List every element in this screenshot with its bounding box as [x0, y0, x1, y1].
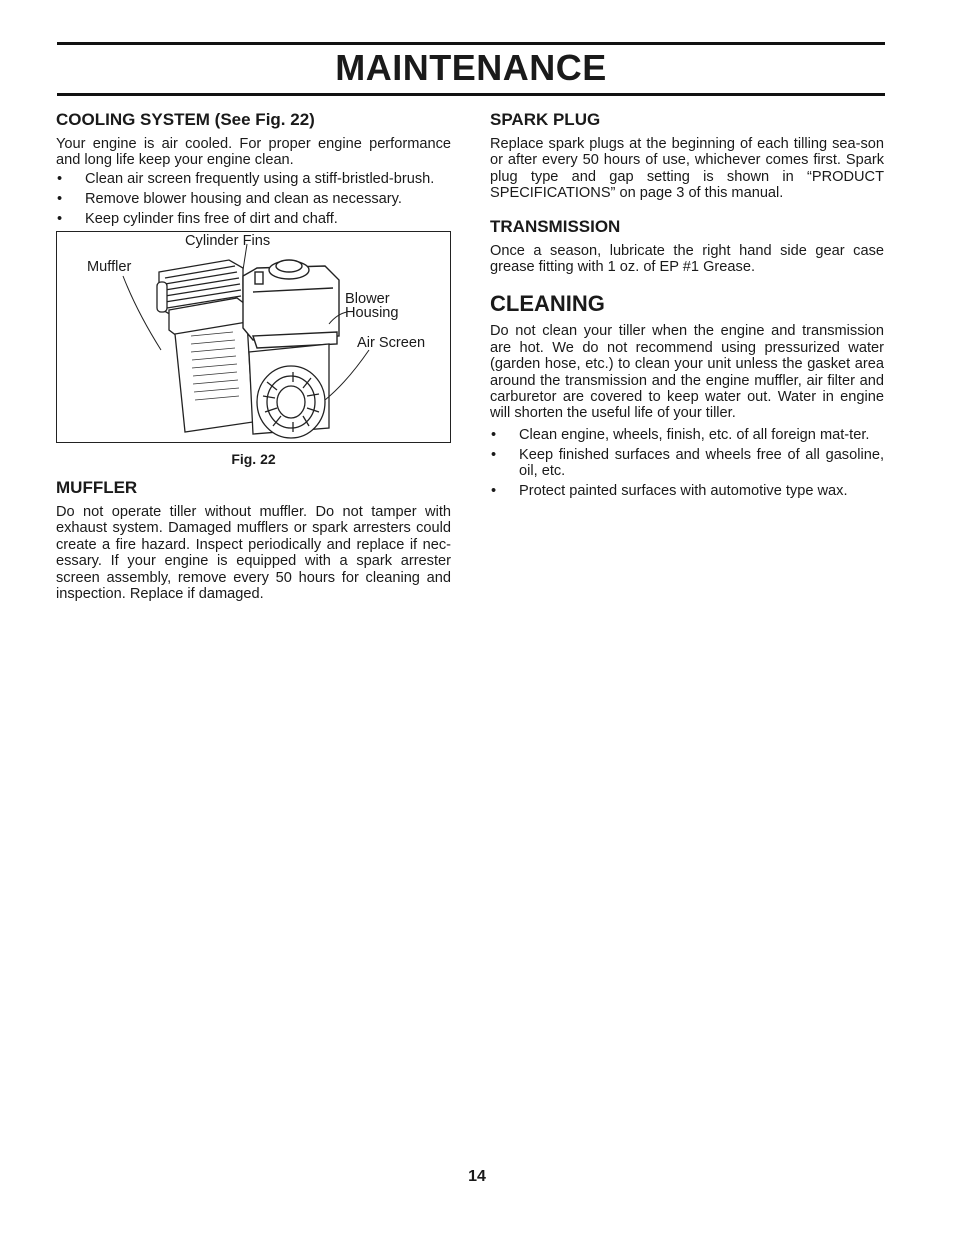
callout-air-screen: Air Screen: [357, 335, 426, 352]
left-column: [56, 109, 451, 602]
cooling-system-list: [56, 171, 451, 227]
callout-cylinder-fins: Cylinder Fins: [185, 233, 271, 250]
callout-blower-housing-line2: Housing: [345, 305, 399, 322]
cooling-system-heading: COOLING SYSTEM (See Fig. 22): [56, 110, 315, 129]
list-item: • Protect painted surfaces with automotive type wax.: [491, 483, 848, 500]
blower-housing-drawing: [243, 260, 339, 348]
spark-plug-text: Replace spark plugs at the beginning of each tilling sea-son or after every 50 hours of use, whichever comes first. Spark plug type and gap setting is shown in “PRODUCT SPECIFICATIONS” on page 3 of this manual.: [490, 136, 884, 202]
bullet-icon: •: [57, 170, 63, 187]
right-column: [490, 109, 884, 503]
callout-blower-housing-line1: Blower: [345, 291, 390, 308]
list-item: • Remove blower housing and clean as necessary.: [57, 190, 402, 207]
transmission-text: Once a season, lubricate the right hand side gear case grease fitting with 1 oz. of EP #1 Grease.: [490, 242, 884, 276]
bullet-icon: •: [57, 210, 63, 227]
list-item: • Clean engine, wheels, finish, etc. of all foreign mat-ter.: [491, 426, 870, 443]
page-title: MAINTENANCE: [335, 47, 607, 88]
cooling-system-intro: Your engine is air cooled. For proper engine performance and long life keep your engine clean.: [56, 136, 451, 169]
muffler-heading: MUFFLER: [56, 478, 138, 498]
bullet-icon: •: [491, 446, 497, 463]
cleaning-list: [490, 427, 884, 500]
cleaning-text: Do not clean your tiller when the engine and transmission are hot. We do not recommend using pressurized water (garden hose, etc.) to clean your unit unless the gasket area around the transmission and the engine muffler, air filter and carburetor are covered to keep water out. Water in engine will shorten the useful life of your tiller.: [490, 323, 884, 422]
transmission-heading: TRANSMISSION: [490, 216, 621, 236]
cleaning-heading: CLEANING: [490, 291, 605, 317]
bullet-icon: •: [491, 483, 497, 500]
engine-figure: [56, 231, 451, 443]
air-screen-drawing: [249, 344, 329, 438]
callout-muffler: Muffler: [87, 259, 132, 276]
spark-plug-heading: SPARK PLUG: [490, 110, 601, 129]
page-number: 14: [468, 1168, 486, 1185]
header-rule-bottom: [57, 93, 885, 96]
list-item: • Keep cylinder fins free of dirt and chaff.: [57, 210, 338, 227]
muffler-text: Do not operate tiller without muffler. Do not tamper with exhaust system. Damaged mufflers or spark arresters could create a fire hazard. Inspect periodically and replace if nec-essary. If your engine is equipped with a spark arrester screen assembly, remove every 50 hours for cleaning and inspection. Replace if damaged.: [56, 504, 451, 603]
list-item: • Clean air screen frequently using a stiff-bristled-brush.: [57, 170, 435, 187]
bullet-icon: •: [57, 190, 63, 207]
figure-caption: Fig. 22: [231, 451, 276, 468]
list-item: • Keep finished surfaces and wheels free of all gasoline, oil, etc.: [491, 446, 884, 480]
header-rule-top: [57, 42, 885, 45]
bullet-icon: •: [491, 426, 497, 443]
